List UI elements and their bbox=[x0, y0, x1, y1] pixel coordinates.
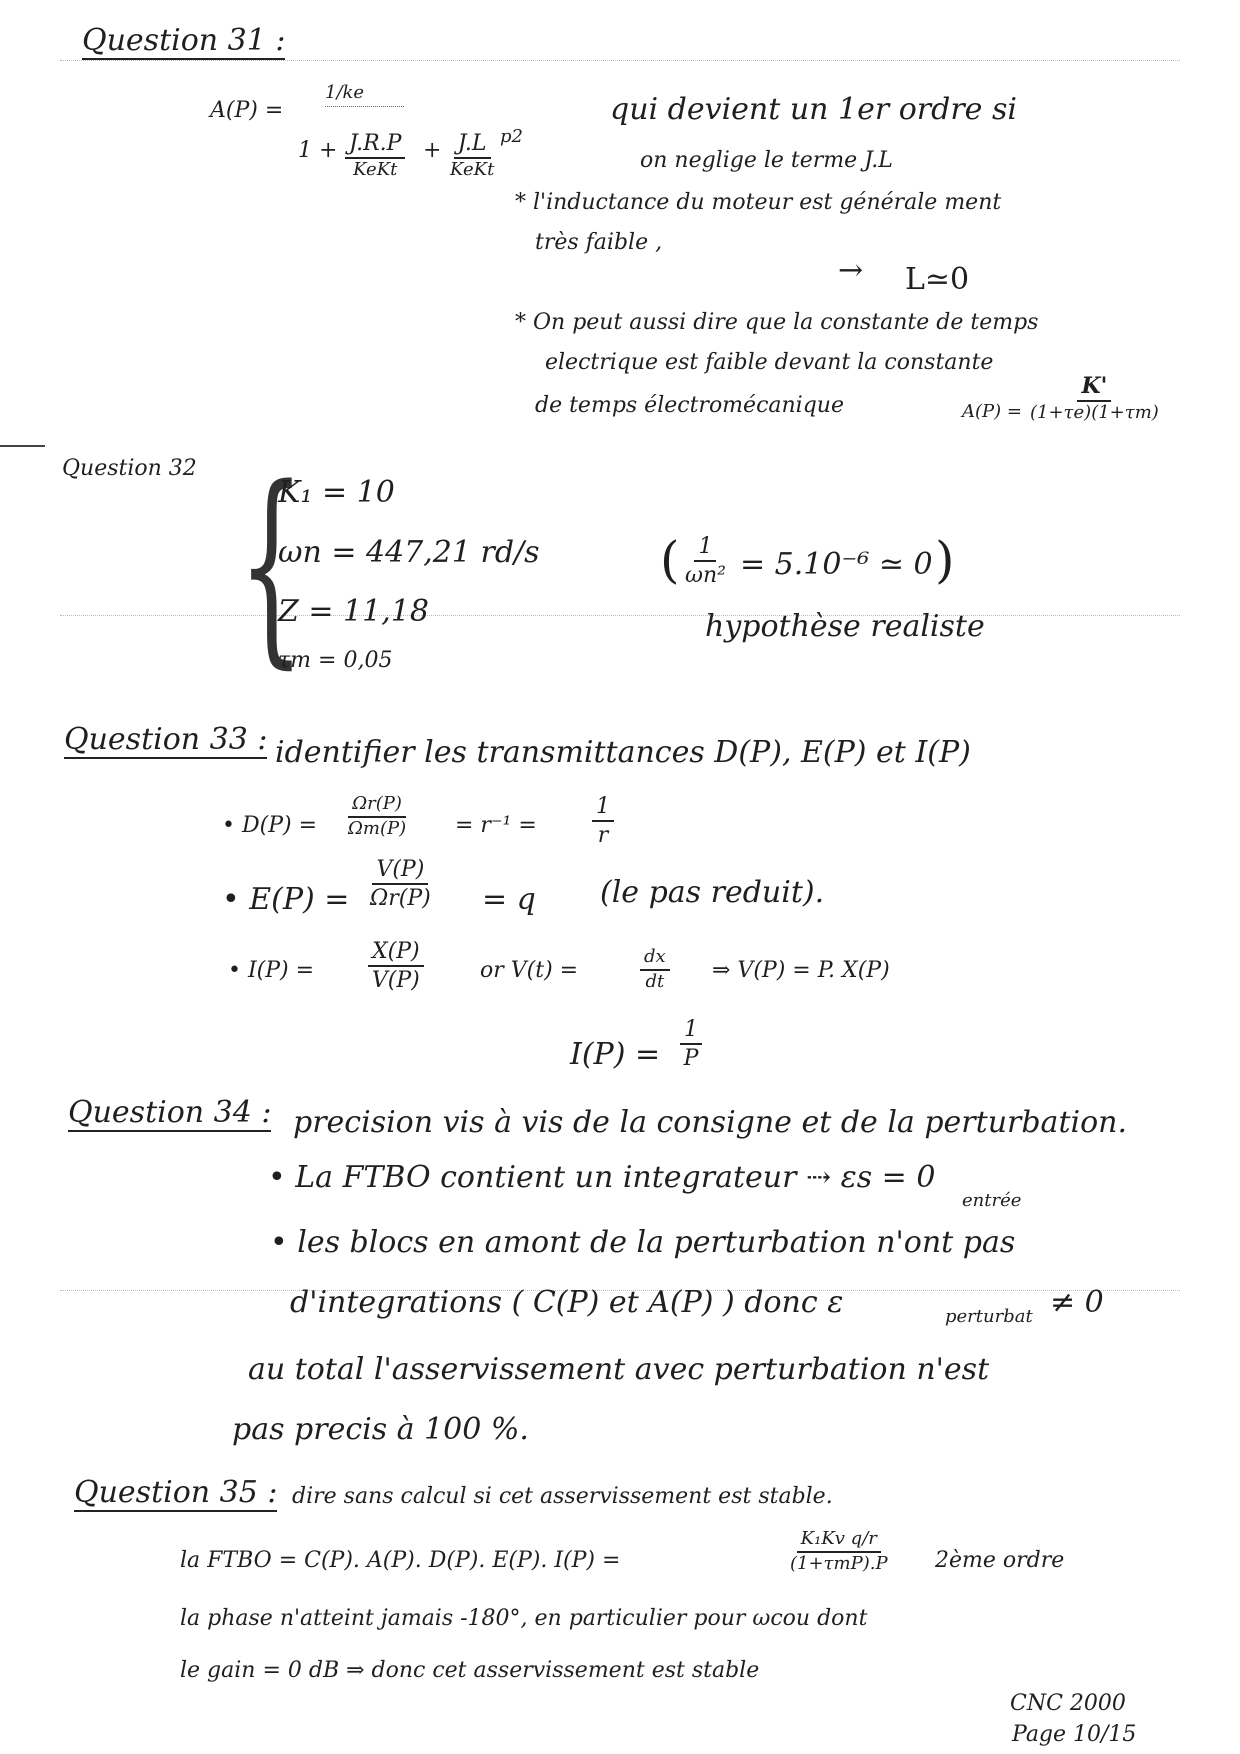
q33-title: identifier les transmittances D(P), E(P) et I(P) bbox=[275, 735, 971, 770]
q32-approx-fraction bbox=[685, 535, 726, 587]
q33-e-lhs: • E(P) = bbox=[222, 882, 350, 917]
q35-ftbo-lhs: la FTBO = C(P). A(P). D(P). E(P). I(P) = bbox=[180, 1548, 621, 1573]
q33-i-num: X(P) bbox=[368, 940, 424, 967]
q31-a-den-f2-num: J.L bbox=[454, 132, 491, 159]
q31-a-den-f2-pow: p2 bbox=[500, 126, 523, 147]
q35-gain: le gain = 0 dB ⇒ donc cet asservissement est stable bbox=[180, 1658, 760, 1683]
q33-e-note: (le pas reduit). bbox=[600, 875, 825, 910]
q33-d-rden: r bbox=[597, 823, 609, 849]
q34-bullet1-sub: entrée bbox=[962, 1190, 1022, 1211]
q31-a-den-lead: 1 + bbox=[298, 138, 338, 163]
q35-ftbo-fraction bbox=[790, 1530, 888, 1574]
q33-i-lhs: • I(P) = bbox=[228, 958, 315, 983]
q33-i-deriv bbox=[640, 948, 670, 992]
q33-i-den: V(P) bbox=[371, 968, 420, 994]
q31-bullet2-line3: de temps électromécanique bbox=[535, 393, 844, 418]
q33-i-result-fraction bbox=[680, 1018, 702, 1070]
q33-i-fraction bbox=[368, 940, 424, 992]
q34-heading: Question 34 : bbox=[68, 1095, 272, 1130]
q31-bullet2-line1: * On peut aussi dire que la constante de temps bbox=[515, 310, 1039, 335]
q32-z: Z = 11,18 bbox=[278, 594, 429, 629]
q31-a-num: 1/ke bbox=[325, 84, 404, 107]
q35-ftbo-num: K₁Kv q/r bbox=[797, 1530, 881, 1553]
q31-arrow: → bbox=[838, 253, 864, 288]
q33-d-num: Ωr(P) bbox=[348, 795, 406, 818]
q31-a2-fraction bbox=[1030, 375, 1159, 423]
q33-e-mid: = q bbox=[482, 882, 536, 917]
q35-order: 2ème ordre bbox=[935, 1548, 1065, 1573]
q33-d-result bbox=[592, 795, 614, 847]
q32-brace: { bbox=[238, 442, 305, 687]
q34-conclusion-line2: pas precis à 100 %. bbox=[232, 1412, 529, 1447]
q33-i-dden: dt bbox=[645, 970, 665, 992]
q31-a-den-plus: + bbox=[423, 138, 442, 163]
q34-bullet2-line1: • les blocs en amont de la perturbation n'ont pas bbox=[270, 1225, 1016, 1260]
q34-bullet2-end: ≠ 0 bbox=[1050, 1285, 1104, 1320]
q33-e-num: V(P) bbox=[372, 858, 428, 885]
scan-line bbox=[60, 615, 1180, 616]
q31-a-den-f2-den: KeKt bbox=[450, 159, 495, 181]
footer-source: CNC 2000 bbox=[1010, 1691, 1126, 1716]
q34-bullet1: • La FTBO contient un integrateur ⇢ εs = 0 bbox=[268, 1160, 936, 1195]
scan-line bbox=[60, 60, 1180, 61]
q31-a2-lhs: A(P) = bbox=[962, 401, 1022, 422]
footer-page: Page 10/15 bbox=[1012, 1722, 1137, 1747]
q31-a2-den: (1+τe)(1+τm) bbox=[1030, 402, 1159, 424]
q33-e-den: Ωr(P) bbox=[370, 886, 431, 912]
q33-d-mid: = r⁻¹ = bbox=[455, 813, 537, 838]
q31-a-den-fraction1 bbox=[345, 132, 405, 180]
q33-d-den: Ωm(P) bbox=[348, 817, 407, 839]
q32-approx-rest: = 5.10⁻⁶ ≃ 0 bbox=[740, 547, 933, 582]
q35-ftbo-den: (1+τmP).P bbox=[790, 1552, 888, 1574]
page-margin-mark bbox=[0, 445, 45, 447]
q32-approx-den: ωn² bbox=[685, 563, 726, 589]
q32-heading: Question 32 bbox=[62, 456, 197, 481]
q33-d-lhs: • D(P) = bbox=[222, 813, 318, 838]
q31-a-den-f1-den: KeKt bbox=[353, 159, 398, 181]
q31-a-lhs: A(P) = bbox=[210, 98, 284, 123]
q31-heading: Question 31 : bbox=[82, 23, 286, 58]
q35-phase: la phase n'atteint jamais -180°, en particulier pour ωcou dont bbox=[180, 1606, 868, 1631]
q33-d-rnum: 1 bbox=[592, 795, 614, 822]
q34-title: precision vis à vis de la consigne et de la perturbation. bbox=[293, 1105, 1128, 1140]
q33-heading: Question 33 : bbox=[64, 722, 268, 757]
q32-tau-m: τm = 0,05 bbox=[278, 648, 393, 673]
q32-wn: ωn = 447,21 rd/s bbox=[278, 535, 540, 570]
q31-l-approx: L≃0 bbox=[905, 262, 970, 297]
q33-e-fraction bbox=[370, 858, 431, 910]
q33-i-res-num: 1 bbox=[680, 1018, 702, 1045]
q35-title: dire sans calcul si cet asservissement est stable. bbox=[292, 1484, 833, 1509]
q32-paren-open: ( bbox=[660, 531, 680, 589]
q31-a2-num: K' bbox=[1077, 375, 1111, 402]
q33-i-res-den: P bbox=[683, 1046, 699, 1072]
q33-i-dnum: dx bbox=[640, 948, 670, 971]
q34-bullet2-sub: perturbat bbox=[945, 1306, 1033, 1327]
q31-remark-line1: qui devient un 1er ordre si bbox=[610, 92, 1017, 127]
q33-i-or: or V(t) = bbox=[480, 958, 579, 983]
q35-heading: Question 35 : bbox=[74, 1475, 278, 1510]
q33-i-result-lhs: I(P) = bbox=[570, 1037, 661, 1072]
q32-k1: K₁ = 10 bbox=[278, 475, 395, 510]
q33-d-fraction bbox=[348, 795, 406, 839]
q31-remark-line2: on neglige le terme J.L bbox=[640, 148, 893, 173]
q31-a-den-f1-num: J.R.P bbox=[345, 132, 405, 159]
q31-bullet1-line1: * l'inductance du moteur est générale ment bbox=[515, 190, 1002, 215]
q34-conclusion-line1: au total l'asservissement avec perturbation n'est bbox=[248, 1352, 990, 1387]
q31-bullet2-line2: electrique est faible devant la constante bbox=[545, 350, 994, 375]
q31-a-den-fraction2 bbox=[450, 132, 494, 180]
q31-bullet1-line2: très faible , bbox=[535, 230, 663, 255]
q33-i-then: ⇒ V(P) = P. X(P) bbox=[712, 958, 890, 983]
q34-bullet2-line2: d'integrations ( C(P) et A(P) ) donc ε bbox=[290, 1285, 844, 1320]
q32-approx-num: 1 bbox=[694, 535, 716, 562]
q32-paren-close: ) bbox=[935, 531, 955, 589]
q32-hypothese: hypothèse realiste bbox=[705, 609, 985, 644]
